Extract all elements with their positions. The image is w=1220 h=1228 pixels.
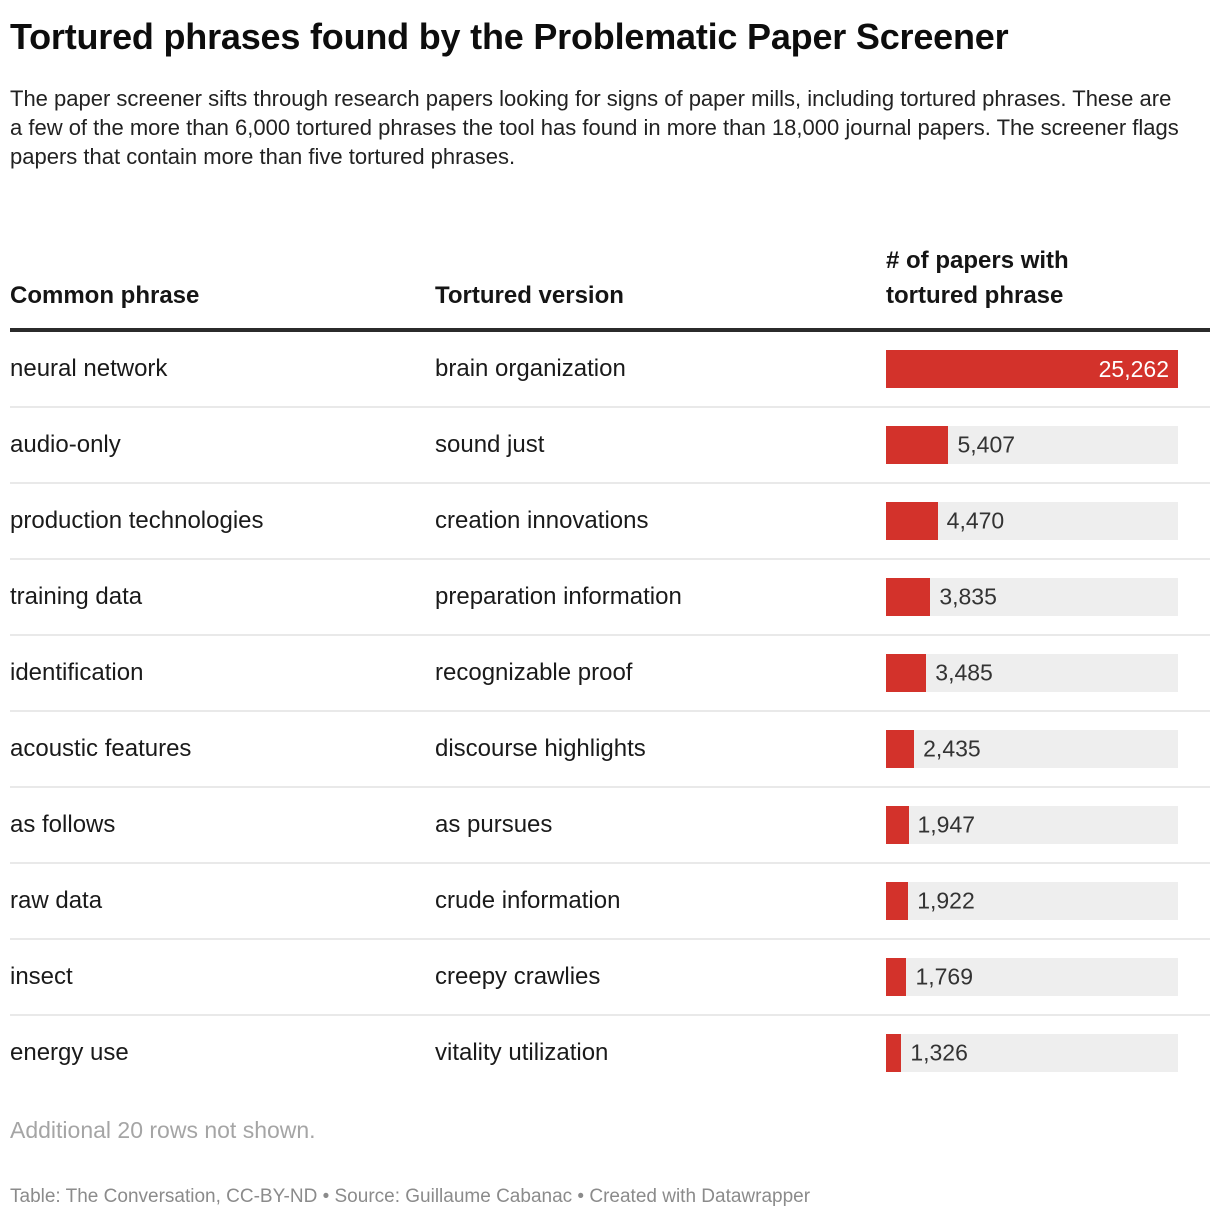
table-row	[10, 484, 1210, 560]
bar-fill	[886, 654, 926, 692]
bar-cell	[886, 730, 1210, 768]
table-row	[10, 560, 1210, 636]
page-title: Tortured phrases found by the Problematic Paper Screener	[10, 16, 1009, 57]
bar-fill	[886, 958, 906, 996]
table-row	[10, 408, 1210, 484]
bar-cell	[886, 654, 1210, 692]
common-phrase-cell: raw data	[10, 887, 103, 914]
bar-cell	[886, 1034, 1210, 1072]
tortured-version-cell: recognizable proof	[435, 659, 633, 686]
tortured-version-cell: creation innovations	[435, 507, 649, 534]
bar-track	[886, 958, 1178, 996]
tortured-version-cell: brain organization	[435, 355, 626, 382]
bar-value-label: 2,435	[923, 735, 981, 762]
bar-value-label: 5,407	[957, 431, 1016, 458]
bar-cell	[886, 806, 1210, 844]
bar-fill	[886, 806, 909, 844]
bar-track	[886, 654, 1178, 692]
common-phrase-cell: neural network	[10, 355, 168, 382]
bar-fill	[886, 350, 1178, 388]
table-row	[10, 332, 1210, 408]
bar-cell	[886, 350, 1210, 388]
common-phrase-cell: audio-only	[10, 431, 121, 458]
tortured-phrases-table	[10, 243, 1210, 1090]
bar-track	[886, 1034, 1178, 1072]
bar-track	[886, 806, 1178, 844]
column-header-paper-count: # of papers with tortured phrase	[886, 247, 1069, 309]
bar-value-label: 3,835	[939, 583, 997, 610]
bar-value-label: 1,922	[917, 887, 975, 914]
tortured-version-cell: vitality utilization	[435, 1039, 609, 1066]
table-row	[10, 712, 1210, 788]
tortured-version-cell: crude information	[435, 887, 621, 914]
column-header-common-phrase: Common phrase	[10, 282, 200, 309]
bar-value-label: 3,485	[935, 659, 993, 686]
common-phrase-cell: identification	[10, 659, 144, 686]
bar-cell	[886, 426, 1210, 464]
bar-fill	[886, 730, 914, 768]
table-body	[10, 332, 1210, 1090]
common-phrase-cell: production technologies	[10, 507, 264, 534]
table-row	[10, 1016, 1210, 1090]
bar-track	[886, 730, 1178, 768]
tortured-version-cell: sound just	[435, 431, 545, 458]
common-phrase-cell: energy use	[10, 1039, 129, 1066]
common-phrase-cell: acoustic features	[10, 735, 192, 762]
tortured-version-cell: as pursues	[435, 811, 553, 838]
bar-value-label: 1,947	[917, 811, 976, 838]
column-header-tortured-version: Tortured version	[435, 282, 624, 309]
description-text: The paper screener sifts through research papers looking for signs of paper mills, including tortured phrases. These are a few of the more than 6,000 tortured phrases the tool has found in more than 18,000 journal papers. The screener flags papers that contain more than five tortured phrases.	[10, 86, 1179, 169]
bar-track	[886, 502, 1178, 540]
table-row	[10, 788, 1210, 864]
tortured-version-cell: preparation information	[435, 583, 682, 610]
bar-track	[886, 426, 1178, 464]
bar-value-label: 4,470	[946, 507, 1005, 534]
bar-value-label: 1,326	[910, 1039, 968, 1066]
table-row	[10, 940, 1210, 1016]
tortured-version-cell: creepy crawlies	[435, 963, 601, 990]
table-row	[10, 864, 1210, 940]
bar-track	[886, 578, 1178, 616]
bar-track	[886, 882, 1178, 920]
bar-fill	[886, 426, 948, 464]
bar-fill	[886, 882, 908, 920]
common-phrase-cell: as follows	[10, 811, 116, 838]
bar-cell	[886, 882, 1210, 920]
footnote-text: Additional 20 rows not shown.	[10, 1117, 316, 1143]
bar-cell	[886, 958, 1210, 996]
bar-value-label: 1,769	[915, 963, 973, 990]
bar-fill	[886, 1034, 901, 1072]
bar-track	[886, 350, 1178, 388]
table-row	[10, 636, 1210, 712]
bar-fill	[886, 502, 938, 540]
common-phrase-cell: training data	[10, 583, 143, 610]
table-header-row	[10, 243, 1210, 332]
bar-cell	[886, 578, 1210, 616]
common-phrase-cell: insect	[10, 963, 73, 990]
bar-fill	[886, 578, 930, 616]
attribution-text: Table: The Conversation, CC-BY-ND • Source: Guillaume Cabanac • Created with Datawrapper	[10, 1186, 811, 1207]
bar-value-label: 25,262	[1098, 355, 1169, 382]
bar-cell	[886, 502, 1210, 540]
tortured-version-cell: discourse highlights	[435, 735, 646, 762]
